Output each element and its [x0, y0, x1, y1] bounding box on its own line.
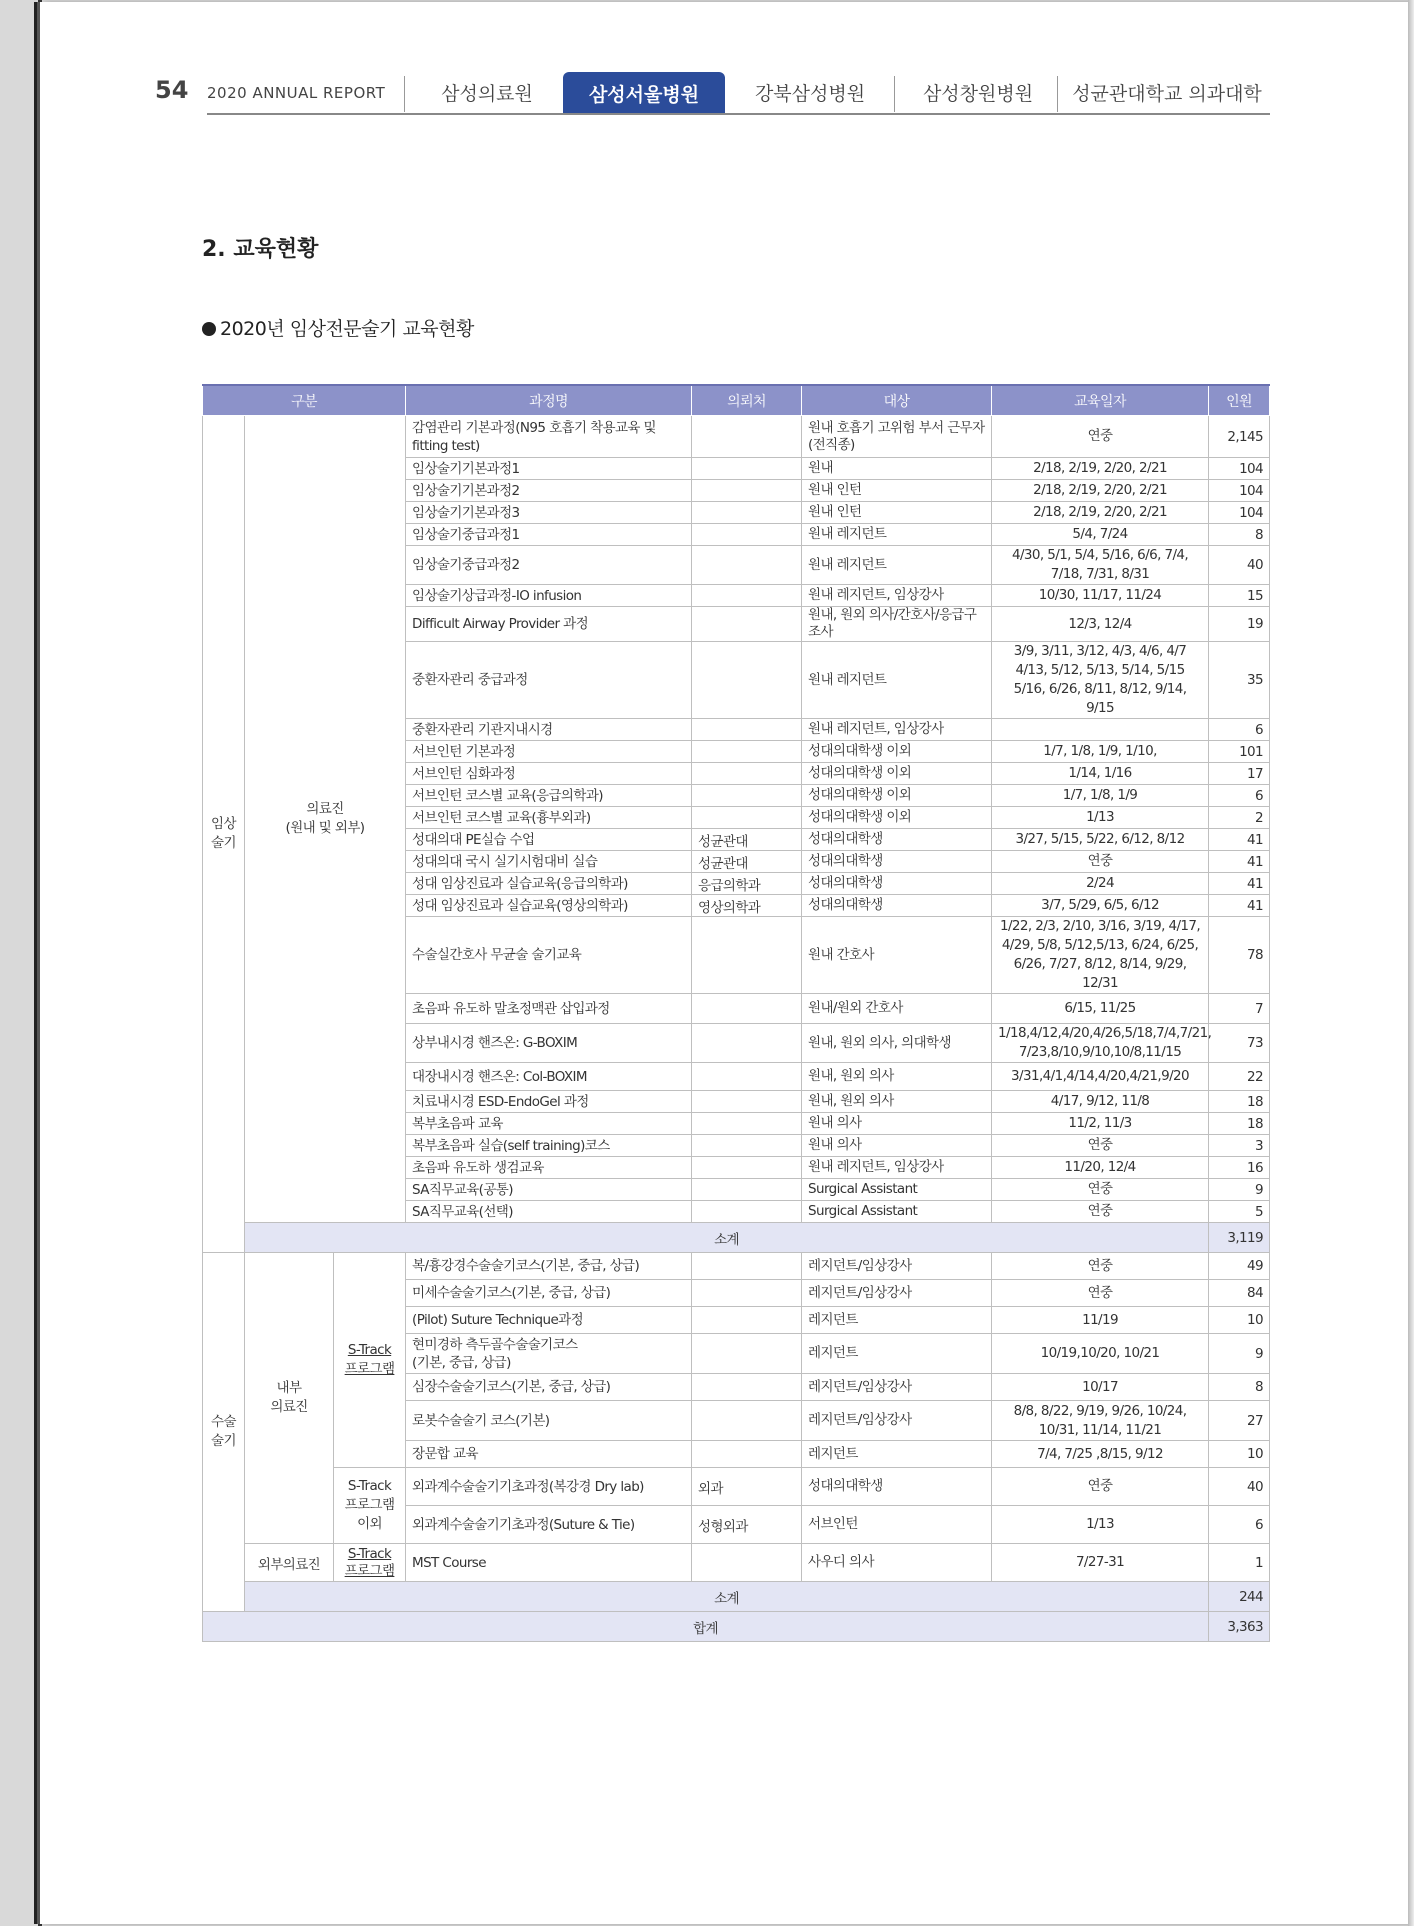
participant-count: 18: [1209, 1113, 1270, 1135]
table-row: [203, 1253, 1270, 1280]
edu-dates: 연중: [992, 851, 1209, 873]
participant-count: 10: [1209, 1307, 1270, 1334]
edu-dates: 12/3, 12/4: [992, 607, 1209, 642]
tab-samsung-seoul-hospital[interactable]: 삼성서울병원: [563, 72, 725, 114]
col-header: 과정명: [406, 385, 692, 416]
course-name: 중환자관리 중급과정: [406, 642, 692, 719]
participant-count: 17: [1209, 763, 1270, 785]
course-name: 성대의대 PE실습 수업: [406, 829, 692, 851]
requester: [692, 1201, 802, 1223]
col-header: 교육일자: [992, 385, 1209, 416]
requester: [692, 642, 802, 719]
subtotal-count: 244: [1209, 1582, 1270, 1612]
edu-dates: 7/4, 7/25 ,8/15, 9/12: [992, 1441, 1209, 1468]
requester: [692, 807, 802, 829]
requester: [692, 1334, 802, 1374]
target: 원내 의사: [802, 1113, 992, 1135]
requester: [692, 741, 802, 763]
requester: [692, 1113, 802, 1135]
course-name: 치료내시경 ESD-EndoGel 과정: [406, 1091, 692, 1113]
course-name: 임상술기중급과정2: [406, 546, 692, 585]
tab-samsung-medical-center[interactable]: 삼성의료원: [441, 82, 533, 105]
course-name: 서브인턴 코스별 교육(응급의학과): [406, 785, 692, 807]
course-name: SA직무교육(선택): [406, 1201, 692, 1223]
participant-count: 104: [1209, 458, 1270, 480]
requester: [692, 1063, 802, 1091]
strack-external-cell: S-Track 프로그램: [334, 1544, 406, 1582]
target: 사우디 의사: [802, 1544, 992, 1582]
col-header: 대상: [802, 385, 992, 416]
edu-dates: 4/30, 5/1, 5/4, 5/16, 6/6, 7/4, 7/18, 7/31, 8/31: [992, 546, 1209, 585]
target: 성대의대학생: [802, 829, 992, 851]
participant-count: 73: [1209, 1024, 1270, 1063]
sub-title: [202, 314, 474, 341]
edu-dates: 11/2, 11/3: [992, 1113, 1209, 1135]
course-name: 로봇수술술기 코스(기본): [406, 1401, 692, 1441]
participant-count: 78: [1209, 917, 1270, 994]
table-row: [203, 1544, 1270, 1582]
course-name: 미세수술술기코스(기본, 중급, 상급): [406, 1280, 692, 1307]
requester: [692, 1307, 802, 1334]
target: 원내: [802, 458, 992, 480]
target: 원내 레지던트, 임상강사: [802, 719, 992, 741]
edu-dates: 1/7, 1/8, 1/9, 1/10,: [992, 741, 1209, 763]
target: 레지던트/임상강사: [802, 1253, 992, 1280]
course-name: 중환자관리 기관지내시경: [406, 719, 692, 741]
participant-count: 7: [1209, 994, 1270, 1024]
target: 레지던트/임상강사: [802, 1280, 992, 1307]
subtotal-label: 소계: [245, 1582, 1209, 1612]
requester: [692, 546, 802, 585]
course-name: 임상술기중급과정1: [406, 524, 692, 546]
edu-dates: 5/4, 7/24: [992, 524, 1209, 546]
requester: [692, 585, 802, 607]
target: 성대의대학생: [802, 873, 992, 895]
course-name: 대장내시경 핸즈온: Col-BOXIM: [406, 1063, 692, 1091]
header-divider: [404, 76, 405, 112]
course-name: 복부초음파 실습(self training)코스: [406, 1135, 692, 1157]
header-rule: [207, 113, 1270, 115]
requester: 성균관대: [692, 829, 802, 851]
participant-count: 5: [1209, 1201, 1270, 1223]
edu-dates: 1/13: [992, 807, 1209, 829]
bullet-icon: [202, 322, 216, 336]
target: 원내 레지던트, 임상강사: [802, 1157, 992, 1179]
requester: [692, 917, 802, 994]
course-name: 임상술기기본과정2: [406, 480, 692, 502]
course-name: (Pilot) Suture Technique과정: [406, 1307, 692, 1334]
tab-samsung-changwon-hospital[interactable]: 삼성창원병원: [922, 82, 1034, 105]
target: 성대의대학생 이외: [802, 785, 992, 807]
edu-dates: 연중: [992, 1280, 1209, 1307]
requester: [692, 1401, 802, 1441]
edu-dates: 11/20, 12/4: [992, 1157, 1209, 1179]
total-count: 3,363: [1209, 1612, 1270, 1642]
course-name: 복/흉강경수술술기코스(기본, 중급, 상급): [406, 1253, 692, 1280]
participant-count: 3: [1209, 1135, 1270, 1157]
course-name: 심장수술술기코스(기본, 중급, 상급): [406, 1374, 692, 1401]
target: 레지던트: [802, 1441, 992, 1468]
course-name: 초음파 유도하 말초정맥관 삽입과정: [406, 994, 692, 1024]
course-name: 복부초음파 교육: [406, 1113, 692, 1135]
participant-count: 41: [1209, 873, 1270, 895]
edu-dates: 2/18, 2/19, 2/20, 2/21: [992, 502, 1209, 524]
target: 원내, 원외 의사/간호사/응급구조사: [802, 607, 992, 642]
table-row: [203, 1468, 1270, 1506]
total-row: [203, 1612, 1270, 1642]
edu-dates: 연중: [992, 1468, 1209, 1506]
participant-count: 10: [1209, 1441, 1270, 1468]
participant-count: 9: [1209, 1179, 1270, 1201]
edu-dates: [992, 719, 1209, 741]
target: 원내 레지던트: [802, 524, 992, 546]
participant-count: 2: [1209, 807, 1270, 829]
edu-dates: 연중: [992, 1135, 1209, 1157]
participant-count: 104: [1209, 480, 1270, 502]
requester: [692, 1135, 802, 1157]
course-name: 임상술기기본과정1: [406, 458, 692, 480]
target: 레지던트: [802, 1307, 992, 1334]
edu-dates: 연중: [992, 1201, 1209, 1223]
course-name: 상부내시경 핸즈온: G-BOXIM: [406, 1024, 692, 1063]
section-title: 2. 교육현황: [202, 237, 319, 262]
header-divider: [1057, 76, 1058, 112]
participant-count: 101: [1209, 741, 1270, 763]
education-table: [202, 384, 1270, 1642]
edu-dates: 8/8, 8/22, 9/19, 9/26, 10/24, 10/31, 11/14, 11/21: [992, 1401, 1209, 1441]
target: 원내 인턴: [802, 480, 992, 502]
target: 원내, 원외 의사: [802, 1063, 992, 1091]
target: 성대의대학생 이외: [802, 741, 992, 763]
course-name: 수술실간호사 무균술 술기교육: [406, 917, 692, 994]
participant-count: 18: [1209, 1091, 1270, 1113]
requester: 영상의학과: [692, 895, 802, 917]
participant-count: 41: [1209, 895, 1270, 917]
target: Surgical Assistant: [802, 1179, 992, 1201]
requester: [692, 1024, 802, 1063]
requester: [692, 763, 802, 785]
target: 원내 의사: [802, 1135, 992, 1157]
col-header: 의뢰처: [692, 385, 802, 416]
edu-dates: 3/7, 5/29, 6/5, 6/12: [992, 895, 1209, 917]
participant-count: 49: [1209, 1253, 1270, 1280]
edu-dates: 3/31,4/1,4/14,4/20,4/21,9/20: [992, 1063, 1209, 1091]
strack-other-cell: S-Track 프로그램 이외: [334, 1468, 406, 1544]
col-header: 구분: [203, 385, 406, 416]
course-name: 외과계수술술기기초과정(Suture & Tie): [406, 1506, 692, 1544]
course-name: 감염관리 기본과정(N95 호흡기 착용교육 및 fitting test): [406, 416, 692, 458]
course-name: 외과계수술술기기초과정(복강경 Dry lab): [406, 1468, 692, 1506]
participant-count: 1: [1209, 1544, 1270, 1582]
participant-count: 8: [1209, 524, 1270, 546]
category-cell: 임상 술기: [203, 416, 245, 1253]
header-divider: [894, 76, 895, 112]
target: 원내/원외 간호사: [802, 994, 992, 1024]
course-name: 초음파 유도하 생검교육: [406, 1157, 692, 1179]
participant-count: 40: [1209, 1468, 1270, 1506]
edu-dates: 1/13: [992, 1506, 1209, 1544]
requester: [692, 524, 802, 546]
requester: [692, 1179, 802, 1201]
requester: 성형외과: [692, 1506, 802, 1544]
participant-count: 27: [1209, 1401, 1270, 1441]
target: Surgical Assistant: [802, 1201, 992, 1223]
course-name: 임상술기기본과정3: [406, 502, 692, 524]
participant-count: 15: [1209, 585, 1270, 607]
edu-dates: 연중: [992, 416, 1209, 458]
course-name: 서브인턴 심화과정: [406, 763, 692, 785]
subtotal-label: 소계: [245, 1223, 1209, 1253]
target: 원내, 원외 의사: [802, 1091, 992, 1113]
target: 성대의대학생: [802, 851, 992, 873]
subtotal-count: 3,119: [1209, 1223, 1270, 1253]
course-name: SA직무교육(공통): [406, 1179, 692, 1201]
course-name: 성대 임상진료과 실습교육(응급의학과): [406, 873, 692, 895]
participant-count: 6: [1209, 785, 1270, 807]
col-header: 인원: [1209, 385, 1270, 416]
requester: [692, 1157, 802, 1179]
external-staff-cell: 외부의료진: [245, 1544, 334, 1582]
requester: [692, 502, 802, 524]
edu-dates: 3/27, 5/15, 5/22, 6/12, 8/12: [992, 829, 1209, 851]
target: 성대의대학생: [802, 895, 992, 917]
category-cell: 수술 술기: [203, 1253, 245, 1612]
target: 원내 호흡기 고위험 부서 근무자 (전직종): [802, 416, 992, 458]
target: 원내 레지던트: [802, 642, 992, 719]
sub-title-text: 2020년 임상전문술기 교육현황: [220, 318, 474, 340]
edu-dates: 2/18, 2/19, 2/20, 2/21: [992, 480, 1209, 502]
requester: [692, 1544, 802, 1582]
participant-count: 84: [1209, 1280, 1270, 1307]
requester: 외과: [692, 1468, 802, 1506]
requester: 성균관대: [692, 851, 802, 873]
edu-dates: 10/17: [992, 1374, 1209, 1401]
requester: [692, 458, 802, 480]
tab-kangbuk-samsung-hospital[interactable]: 강북삼성병원: [754, 82, 866, 105]
edu-dates: 2/24: [992, 873, 1209, 895]
total-label: 합계: [203, 1612, 1209, 1642]
course-name: 현미경하 측두골수술술기코스 (기본, 중급, 상급): [406, 1334, 692, 1374]
requester: 응급의학과: [692, 873, 802, 895]
requester: [692, 607, 802, 642]
page-number: 54: [155, 76, 189, 104]
target: 레지던트/임상강사: [802, 1401, 992, 1441]
edu-dates: 10/19,10/20, 10/21: [992, 1334, 1209, 1374]
report-title: 2020 ANNUAL REPORT: [207, 84, 386, 102]
target: 원내 레지던트: [802, 546, 992, 585]
subtotal-row: [203, 1582, 1270, 1612]
course-name: 성대 임상진료과 실습교육(영상의학과): [406, 895, 692, 917]
tab-skku-medicine[interactable]: 성균관대학교 의과대학: [1072, 82, 1262, 105]
target: 성대의대학생 이외: [802, 807, 992, 829]
participant-count: 9: [1209, 1334, 1270, 1374]
requester: [692, 1253, 802, 1280]
requester: [692, 994, 802, 1024]
target: 레지던트: [802, 1334, 992, 1374]
requester: [692, 480, 802, 502]
participant-count: 40: [1209, 546, 1270, 585]
participant-count: 6: [1209, 1506, 1270, 1544]
course-name: MST Course: [406, 1544, 692, 1582]
edu-dates: 2/18, 2/19, 2/20, 2/21: [992, 458, 1209, 480]
participant-count: 16: [1209, 1157, 1270, 1179]
requester: [692, 785, 802, 807]
target: 원내 간호사: [802, 917, 992, 994]
participant-count: 35: [1209, 642, 1270, 719]
edu-dates: 연중: [992, 1253, 1209, 1280]
target: 레지던트/임상강사: [802, 1374, 992, 1401]
target: 원내 레지던트, 임상강사: [802, 585, 992, 607]
subcategory-cell: 의료진 (원내 및 외부): [245, 416, 406, 1223]
edu-dates: 1/7, 1/8, 1/9: [992, 785, 1209, 807]
requester: [692, 1374, 802, 1401]
target: 성대의대학생 이외: [802, 763, 992, 785]
edu-dates: 10/30, 11/17, 11/24: [992, 585, 1209, 607]
participant-count: 19: [1209, 607, 1270, 642]
edu-dates: 4/17, 9/12, 11/8: [992, 1091, 1209, 1113]
target: 서브인턴: [802, 1506, 992, 1544]
course-name: 서브인턴 코스별 교육(흉부외과): [406, 807, 692, 829]
target: 성대의대학생: [802, 1468, 992, 1506]
participant-count: 41: [1209, 851, 1270, 873]
course-name: Difficult Airway Provider 과정: [406, 607, 692, 642]
requester: [692, 1280, 802, 1307]
course-name: 서브인턴 기본과정: [406, 741, 692, 763]
participant-count: 22: [1209, 1063, 1270, 1091]
participant-count: 104: [1209, 502, 1270, 524]
participant-count: 2,145: [1209, 416, 1270, 458]
requester: [692, 1091, 802, 1113]
target: 원내 인턴: [802, 502, 992, 524]
edu-dates: 6/15, 11/25: [992, 994, 1209, 1024]
course-name: 장문합 교육: [406, 1441, 692, 1468]
requester: [692, 719, 802, 741]
edu-dates: 1/22, 2/3, 2/10, 3/16, 3/19, 4/17, 4/29, 5/8, 5/12,5/13, 6/24, 6/25, 6/26, 7/27, 8/12, 8/14, 9/29, 12/31: [992, 917, 1209, 994]
subtotal-row: [203, 1223, 1270, 1253]
edu-dates: 1/14, 1/16: [992, 763, 1209, 785]
target: 원내, 원외 의사, 의대학생: [802, 1024, 992, 1063]
edu-dates: 7/27-31: [992, 1544, 1209, 1582]
participant-count: 8: [1209, 1374, 1270, 1401]
course-name: 성대의대 국시 실기시험대비 실습: [406, 851, 692, 873]
edu-dates: 11/19: [992, 1307, 1209, 1334]
edu-dates: 1/18,4/12,4/20,4/26,5/18,7/4,7/21, 7/23,8/10,9/10,10/8,11/15: [992, 1024, 1209, 1063]
table-header-row: [203, 385, 1270, 416]
participant-count: 6: [1209, 719, 1270, 741]
course-name: 임상술기상급과정-IO infusion: [406, 585, 692, 607]
page-edge: [1408, 0, 1414, 1926]
participant-count: 41: [1209, 829, 1270, 851]
requester: [692, 416, 802, 458]
table-row: [203, 416, 1270, 458]
internal-staff-cell: 내부 의료진: [245, 1253, 334, 1544]
requester: [692, 1441, 802, 1468]
edu-dates: 3/9, 3/11, 3/12, 4/3, 4/6, 4/7 4/13, 5/12, 5/13, 5/14, 5/15 5/16, 6/26, 8/11, 8/12, 9/14, 9/15: [992, 642, 1209, 719]
strack-cell: S-Track 프로그램: [334, 1253, 406, 1468]
edu-dates: 연중: [992, 1179, 1209, 1201]
